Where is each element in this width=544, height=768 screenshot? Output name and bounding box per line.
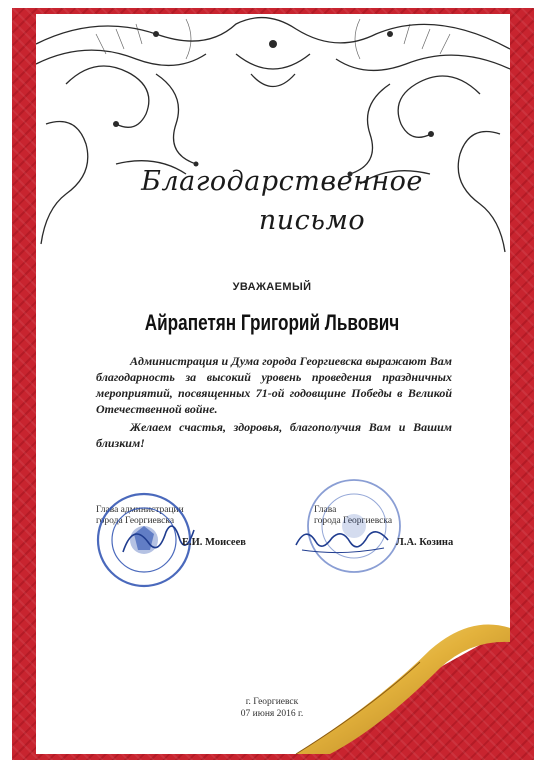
body-paragraph-1: Администрация и Дума города Георгиевска выражают Вам благодарность за высокий уровень проведения праздничных мероприятий, посвященных 71-ой годовщине Победы в Великой Отечественной войне. — [96, 354, 452, 416]
letter-body — [96, 353, 452, 451]
right-signatory-name: Л.А. Козина — [396, 537, 454, 548]
left-title-line-1: Глава администрации — [96, 505, 184, 515]
recipient-name: Айрапетян Григорий Львович — [144, 310, 400, 335]
title-line-2: письмо — [258, 205, 366, 236]
footer-date: 07 июня 2016 г. — [240, 709, 304, 719]
left-title-line-2: города Георгиевска — [96, 516, 175, 526]
footer-city: г. Георгиевск — [245, 697, 299, 707]
right-handwritten-signature — [292, 520, 392, 560]
body-paragraph-2: Желаем счастья, здоровья, благополучия Вам и Вашим близким! — [96, 420, 452, 450]
greeting: УВАЖАЕМЫЙ — [232, 281, 312, 293]
right-title-line-1: Глава — [314, 505, 337, 515]
right-title-line-2: города Георгиевска — [314, 516, 393, 526]
title-line-1: Благодарственное — [141, 166, 423, 197]
left-signatory-name: Е.И. Моисеев — [182, 537, 246, 548]
